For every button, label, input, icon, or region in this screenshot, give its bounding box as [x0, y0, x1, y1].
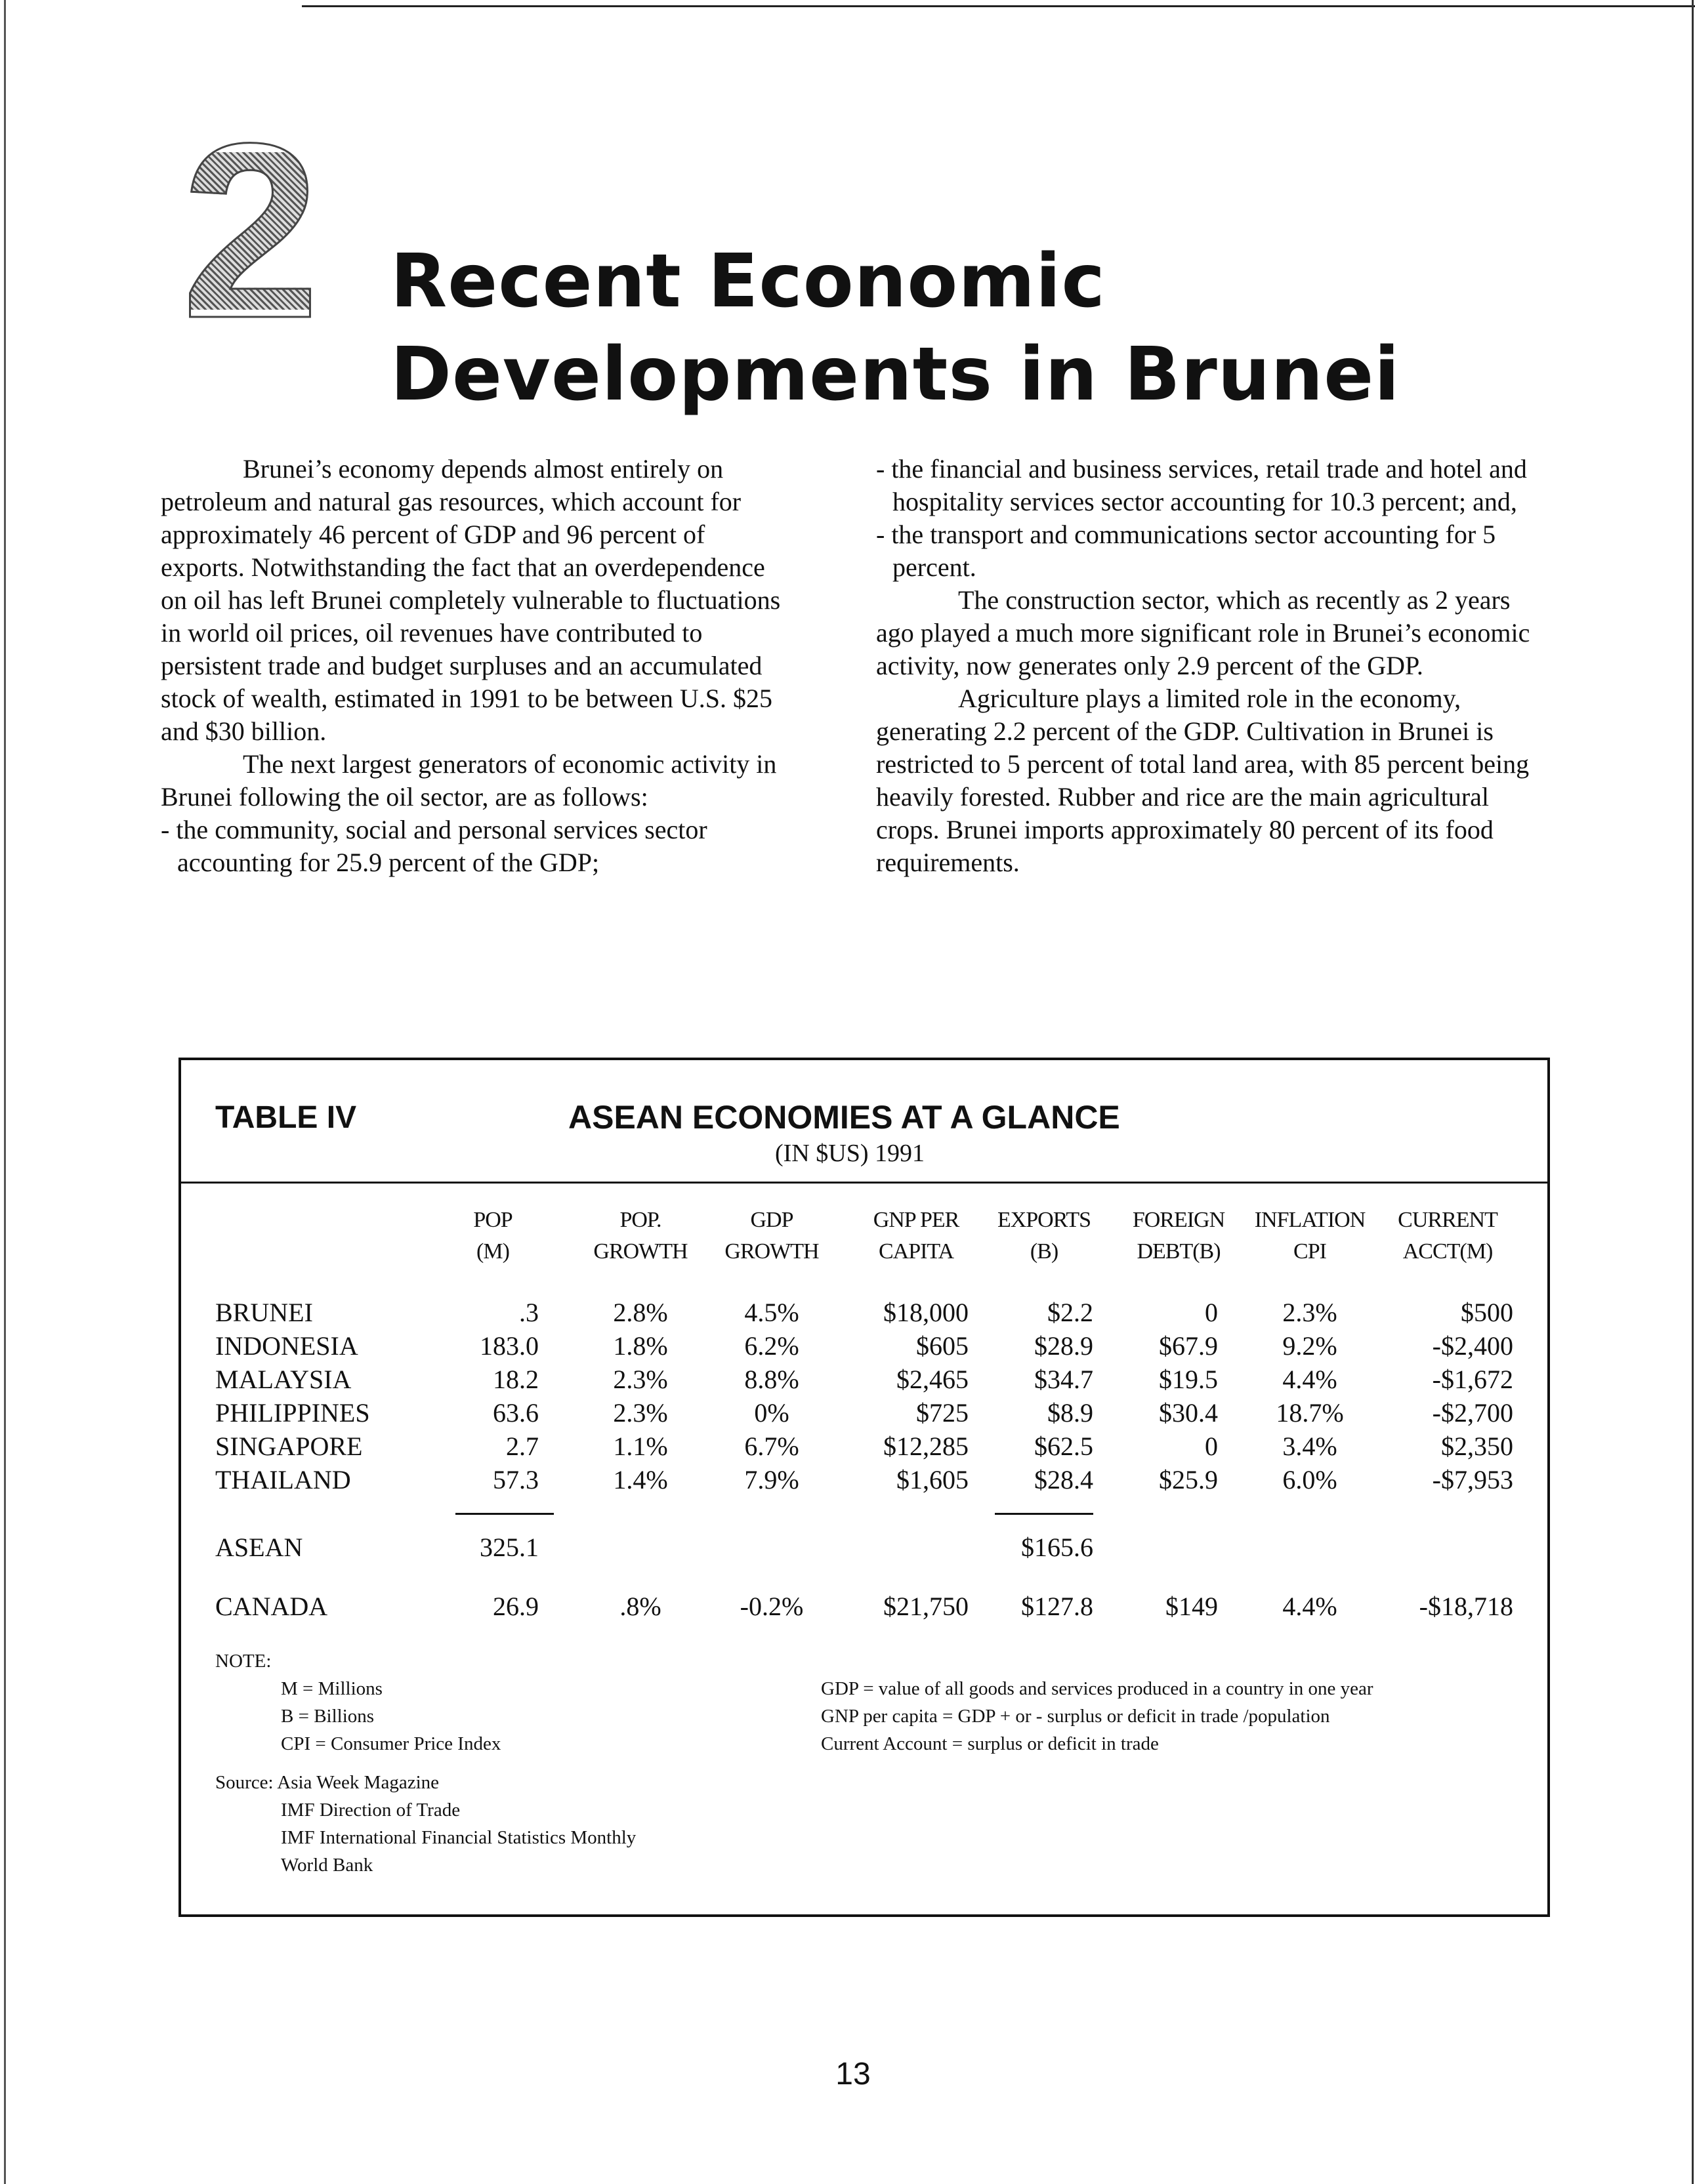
page-number: 13	[835, 2057, 871, 2091]
table-cell: $725	[916, 1398, 969, 1428]
sources	[215, 1769, 636, 1879]
table-cell: -$1,672	[1432, 1365, 1513, 1394]
paragraph: Agriculture plays a limited role in the economy, generating 2.2 percent of the GDP. Cultivation in Brunei is restricted to 5 percent of total land area, with 85 percent being heavily forested. Rubber and rice are the main agricultural crops. Brunei imports approximately 80 percent of its food requirements.	[876, 684, 1530, 877]
note-item: GNP per capita = GDP + or - surplus or deficit in trade /population	[821, 1706, 1330, 1727]
table-cell: 7.9%	[744, 1465, 799, 1494]
table-cell: -$2,700	[1432, 1398, 1513, 1428]
source-item: IMF International Financial Statistics Monthly	[281, 1827, 637, 1848]
table-cell: $12,285	[883, 1432, 969, 1461]
column-header: FOREIGN DEBT(B)	[1132, 1208, 1225, 1264]
table-title: ASEAN ECONOMIES AT A GLANCE	[568, 1099, 1120, 1136]
note-item: CPI = Consumer Price Index	[281, 1733, 501, 1754]
notes-left	[215, 1647, 501, 1758]
page-left-edge	[4, 0, 6, 2184]
paragraph: The next largest generators of economic activity in Brunei following the oil sector, are as follows:	[161, 749, 777, 812]
table-cell: $28.9	[1034, 1331, 1093, 1361]
note-item: Current Account = surplus or deficit in trade	[821, 1733, 1159, 1754]
table-row-country: SINGAPORE	[215, 1432, 363, 1461]
source-item: World Bank	[281, 1855, 373, 1876]
paragraph: Brunei’s economy depends almost entirely on petroleum and natural gas resources, which account for approximately 46 percent of GDP and 96 percent of exports. Notwithstanding the fact that an overdependence on oil has left Brunei completely vulnerable to fluctuations in world oil prices, oil revenues have contributed to persistent trade and budget surpluses and an accumulated stock of wealth, estimated in 1991 to be between U.S. $25 and $30 billion.	[161, 454, 781, 746]
table-cell: $19.5	[1159, 1365, 1218, 1394]
subtotal-rule	[995, 1513, 1093, 1515]
canada-label: CANADA	[215, 1592, 328, 1621]
table-cell: 0	[1205, 1298, 1218, 1327]
table-cell: $62.5	[1034, 1432, 1093, 1461]
table-cell: $30.4	[1159, 1398, 1218, 1428]
table-cell: $67.9	[1159, 1331, 1218, 1361]
note-item: GDP = value of all goods and services produced in a country in one year	[821, 1678, 1373, 1699]
right-text-column	[876, 453, 1532, 879]
table-cell: -0.2%	[740, 1592, 804, 1621]
table-cell: .8%	[619, 1592, 661, 1621]
table-cell: .3	[519, 1298, 539, 1327]
table-cell: $149	[1165, 1592, 1218, 1621]
column-header: POP (M)	[473, 1208, 513, 1264]
table-cell: 1.4%	[613, 1465, 668, 1494]
asean-economies-table	[178, 1058, 1550, 1917]
table-subtitle: (IN $US) 1991	[775, 1140, 925, 1167]
table-cell: 6.7%	[744, 1432, 799, 1461]
source-item: Asia Week Magazine	[277, 1772, 440, 1793]
chapter-title	[390, 235, 1400, 421]
table-cell: 4.5%	[744, 1298, 799, 1327]
column-header: POP. GROWTH	[593, 1208, 688, 1264]
notes-right	[821, 1675, 1373, 1758]
table-cell: 18.2	[493, 1365, 539, 1394]
list-item: - the community, social and personal services sector accounting for 25.9 percent of the GDP;	[161, 815, 707, 877]
table-cell: 0	[1205, 1432, 1218, 1461]
source-label: Source:	[215, 1772, 274, 1793]
table-cell: 3.4%	[1282, 1432, 1337, 1461]
table-cell: $2,350	[1441, 1432, 1513, 1461]
top-rule	[302, 5, 1695, 7]
table-cell: $2,465	[896, 1365, 969, 1394]
table-cell: 57.3	[493, 1465, 539, 1494]
table-row-country: MALAYSIA	[215, 1365, 352, 1394]
note-title: NOTE:	[215, 1651, 272, 1672]
table-cell: 0%	[754, 1398, 789, 1428]
subtotal-rule	[455, 1513, 554, 1515]
left-text-column	[161, 453, 784, 879]
table-cell: $25.9	[1159, 1465, 1218, 1494]
table-cell: 6.0%	[1282, 1465, 1337, 1494]
table-header	[181, 1060, 1547, 1184]
table-row-country: THAILAND	[215, 1465, 351, 1494]
table-cell: $500	[1461, 1298, 1513, 1327]
table-label: TABLE IV	[215, 1100, 357, 1135]
table-cell: $605	[916, 1331, 969, 1361]
table-cell: 2.3%	[613, 1398, 668, 1428]
page-right-edge	[1692, 0, 1694, 2184]
table-cell: 8.8%	[744, 1365, 799, 1394]
table-cell: 183.0	[480, 1331, 539, 1361]
table-row-country: PHILIPPINES	[215, 1398, 370, 1428]
asean-pop: 325.1	[480, 1533, 539, 1562]
list-item: - the transport and communications sector accounting for 5 percent.	[876, 520, 1496, 582]
column-header: CURRENT ACCT(M)	[1398, 1208, 1497, 1264]
note-item: M = Millions	[281, 1678, 383, 1699]
table-row-country: INDONESIA	[215, 1331, 358, 1361]
table-cell: $21,750	[883, 1592, 969, 1621]
note-item: B = Billions	[281, 1706, 375, 1727]
paragraph: The construction sector, which as recently as 2 years ago played a much more significant role in Brunei’s economic activity, now generates only 2.9 percent of the GDP.	[876, 585, 1530, 680]
table-cell: 26.9	[493, 1592, 539, 1621]
table-cell: $2.2	[1047, 1298, 1093, 1327]
table-cell: -$2,400	[1432, 1331, 1513, 1361]
asean-exports: $165.6	[1021, 1533, 1093, 1562]
table-cell: 4.4%	[1282, 1365, 1337, 1394]
table-cell: 1.1%	[613, 1432, 668, 1461]
column-header: INFLATION CPI	[1254, 1208, 1366, 1264]
table-cell: 9.2%	[1282, 1331, 1337, 1361]
column-header: GDP GROWTH	[724, 1208, 819, 1264]
column-header: GNP PER CAPITA	[873, 1208, 959, 1264]
table-cell: -$18,718	[1419, 1592, 1513, 1621]
table-cell: 2.3%	[1282, 1298, 1337, 1327]
table-cell: $8.9	[1047, 1398, 1093, 1428]
table-cell: 1.8%	[613, 1331, 668, 1361]
table-cell: $1,605	[896, 1465, 969, 1494]
table-cell: 2.8%	[613, 1298, 668, 1327]
table-cell: $18,000	[883, 1298, 969, 1327]
source-item: IMF Direction of Trade	[281, 1800, 461, 1821]
table-cell: 2.3%	[613, 1365, 668, 1394]
table-cell: $28.4	[1034, 1465, 1093, 1494]
table-cell: 6.2%	[744, 1331, 799, 1361]
asean-label: ASEAN	[215, 1533, 303, 1562]
list-item: - the financial and business services, retail trade and hotel and hospitality services sector accounting for 10.3 percent; and,	[876, 454, 1527, 516]
table-cell: 2.7	[506, 1432, 539, 1461]
table-cell: 4.4%	[1282, 1592, 1337, 1621]
table-row-country: BRUNEI	[215, 1298, 313, 1327]
table-cell: 63.6	[493, 1398, 539, 1428]
chapter-title-line-2: Developments in Brunei	[390, 332, 1400, 417]
table-cell: $127.8	[1021, 1592, 1093, 1621]
table-cell: 18.7%	[1276, 1398, 1344, 1428]
chapter-title-line-1: Recent Economic	[390, 239, 1106, 324]
chapter-number: 2	[172, 152, 329, 310]
table-cell: $34.7	[1034, 1365, 1093, 1394]
column-header: EXPORTS (B)	[997, 1208, 1091, 1264]
table-cell: -$7,953	[1432, 1465, 1513, 1494]
